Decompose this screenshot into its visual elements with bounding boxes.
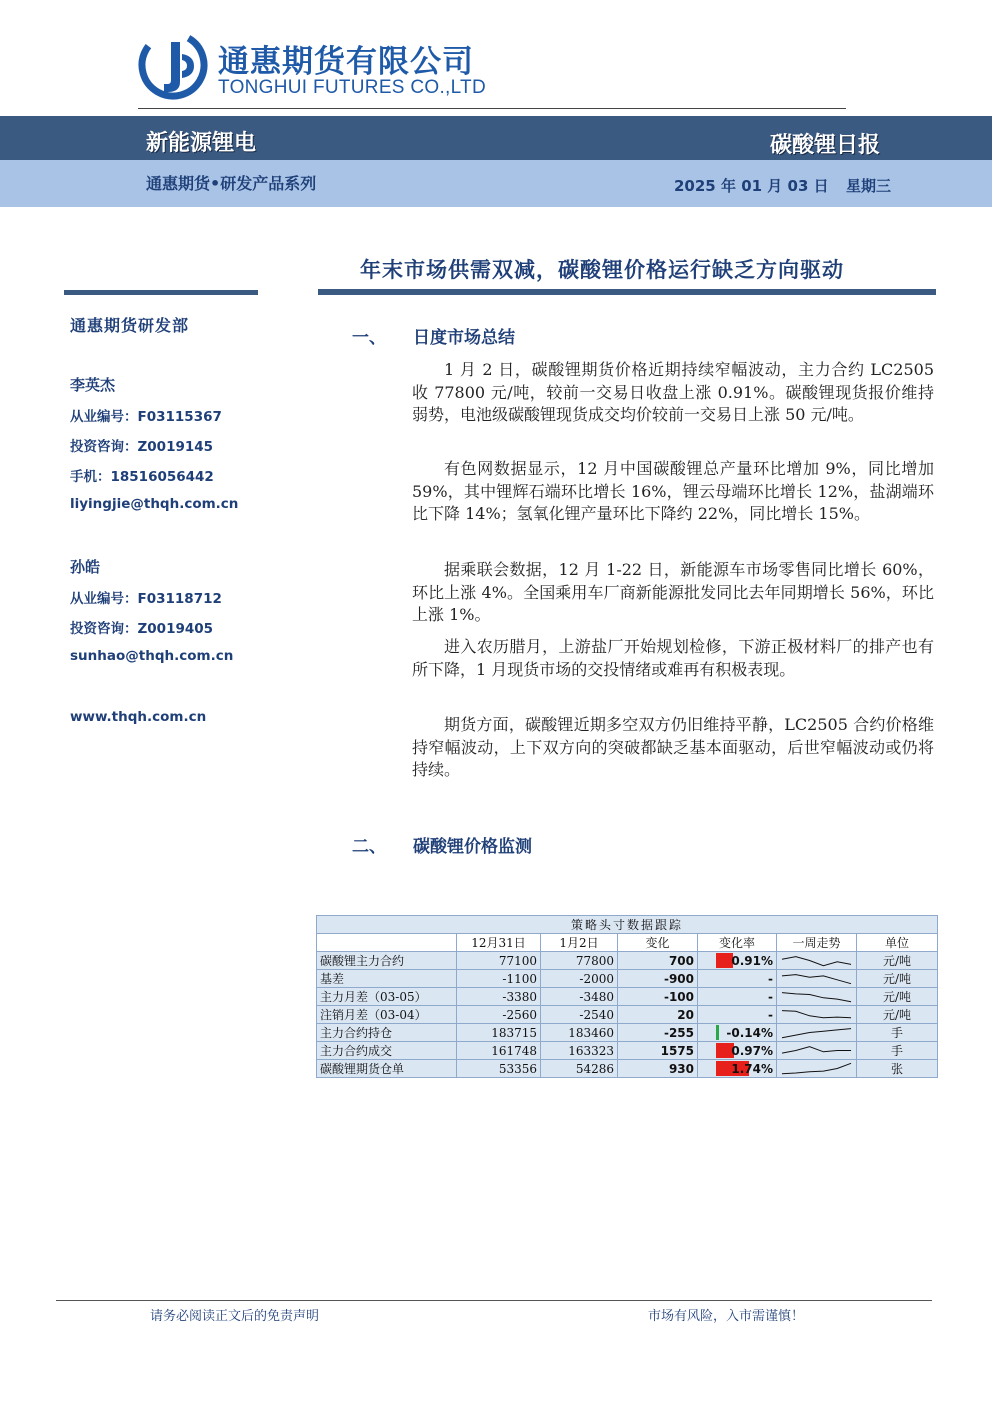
row-label: 碳酸锂期货仓单 (317, 1060, 457, 1078)
change-rate (698, 1042, 777, 1060)
change-rate (698, 1024, 777, 1042)
change-rate-text: 0.91% (731, 953, 773, 968)
value-jan2: -2000 (541, 970, 618, 988)
analyst-advisor-id: 投资咨询：Z0019145 (70, 439, 214, 455)
table-header: 1月2日 (541, 934, 618, 952)
table-row (317, 1024, 938, 1042)
table-header: 变化率 (698, 934, 777, 952)
table-header: 变化 (618, 934, 698, 952)
footer-divider (56, 1300, 932, 1301)
report-type-title: 碳酸锂日报 (770, 133, 881, 158)
unit: 手 (857, 1042, 938, 1060)
analyst-advisor-id: 投资咨询：Z0019405 (70, 621, 214, 637)
paragraph: 据乘联会数据，12 月 1-22 日，新能源车市场零售同比增长 60%，环比上涨 4%。全国乘用车厂商新能源批发同比去年同期增长 56%，环比上涨 1%。 (412, 560, 934, 624)
change-rate-text: - (768, 1007, 773, 1022)
table-row (317, 970, 938, 988)
research-dept: 通惠期货研发部 (70, 316, 190, 335)
analyst-email[interactable]: liyingjie@thqh.com.cn (70, 496, 239, 512)
analyst-phone: 手机：18516056442 (70, 469, 214, 485)
trend-sparkline (780, 952, 853, 969)
trend-sparkline (780, 1006, 853, 1023)
unit: 手 (857, 1024, 938, 1042)
trend-sparkline (780, 970, 853, 987)
trend-sparkline (780, 1060, 853, 1077)
table-header: 单位 (857, 934, 938, 952)
row-label: 主力合约成交 (317, 1042, 457, 1060)
value-dec31: -1100 (457, 970, 541, 988)
trend-sparkline (780, 1024, 853, 1041)
value-jan2: 54286 (541, 1060, 618, 1078)
weekly-trend (777, 1024, 857, 1042)
unit: 元/吨 (857, 988, 938, 1006)
analyst-name: 李英杰 (70, 376, 116, 394)
analyst-license: 从业编号：F03118712 (70, 591, 222, 607)
table-row (317, 1042, 938, 1060)
report-date: 2025 年 01 月 03 日 (674, 177, 829, 195)
trend-line (782, 1047, 851, 1054)
series-label: 通惠期货•研发产品系列 (146, 174, 317, 193)
analyst-email[interactable]: sunhao@thqh.com.cn (70, 648, 234, 664)
change-value: 930 (618, 1060, 698, 1078)
unit: 元/吨 (857, 952, 938, 970)
trend-line (782, 1029, 851, 1038)
row-label: 主力月差（03-05） (317, 988, 457, 1006)
trend-line (782, 1063, 851, 1073)
trend-sparkline (780, 1042, 853, 1059)
weekly-trend (777, 1060, 857, 1078)
change-value: 1575 (618, 1042, 698, 1060)
table-caption: 策略头寸数据跟踪 (317, 916, 938, 934)
change-rate-text: - (768, 989, 773, 1004)
company-name-en: TONGHUI FUTURES CO.,LTD (218, 77, 486, 98)
table-header: 12月31日 (457, 934, 541, 952)
change-rate-text: - (768, 971, 773, 986)
weekly-trend (777, 970, 857, 988)
section-number: 一、 (352, 328, 386, 348)
row-label: 主力合约持仓 (317, 1024, 457, 1042)
disclaimer-note: 请务必阅读正文后的免责声明 (150, 1309, 320, 1324)
change-value: -900 (618, 970, 698, 988)
section-title: 碳酸锂价格监测 (413, 837, 532, 857)
table-row (317, 988, 938, 1006)
trend-line (782, 993, 851, 1002)
change-value: 20 (618, 1006, 698, 1024)
table-row (317, 1060, 938, 1078)
change-rate-text: -0.14% (726, 1025, 773, 1040)
section-title: 日度市场总结 (413, 328, 515, 348)
value-jan2: 183460 (541, 1024, 618, 1042)
headline-underline (318, 289, 936, 295)
change-rate-text: 1.74% (731, 1061, 773, 1076)
change-rate (698, 1060, 777, 1078)
trend-line (782, 975, 851, 984)
paragraph: 1 月 2 日，碳酸锂期货价格近期持续窄幅波动，主力合约 LC2505 收 77800 元/吨，较前一交易日收盘上涨 0.91%。碳酸锂现货报价维持弱势，电池级碳酸锂现货成交均价较前一交易日上涨 50 元/吨。 (412, 360, 934, 424)
weekly-trend (777, 952, 857, 970)
table-header: 一周走势 (777, 934, 857, 952)
sector-title: 新能源锂电 (146, 131, 257, 156)
value-dec31: 183715 (457, 1024, 541, 1042)
change-value: -255 (618, 1024, 698, 1042)
change-rate (698, 1006, 777, 1024)
row-label: 基差 (317, 970, 457, 988)
unit: 元/吨 (857, 1006, 938, 1024)
headline: 年末市场供需双减，碳酸锂价格运行缺乏方向驱动 (360, 258, 844, 282)
website-link[interactable]: www.thqh.com.cn (70, 709, 207, 725)
sidebar-rule (64, 290, 258, 295)
value-dec31: 53356 (457, 1060, 541, 1078)
value-jan2: -3480 (541, 988, 618, 1006)
strategy-data-table (316, 915, 938, 1078)
value-dec31: 161748 (457, 1042, 541, 1060)
value-jan2: -2540 (541, 1006, 618, 1024)
weekly-trend (777, 1042, 857, 1060)
analyst-name: 孙皓 (70, 558, 101, 576)
change-rate (698, 952, 777, 970)
report-weekday: 星期三 (846, 177, 892, 195)
analyst-license: 从业编号：F03115367 (70, 409, 222, 425)
company-name-cn: 通惠期货有限公司 (218, 44, 474, 80)
row-label: 碳酸锂主力合约 (317, 952, 457, 970)
paragraph: 进入农历腊月，上游盐厂开始规划检修，下游正极材料厂的排产也有所下降，1 月现货市场的交投情绪或难再有积极表现。 (412, 637, 934, 679)
row-label: 注销月差（03-04） (317, 1006, 457, 1024)
change-value: -100 (618, 988, 698, 1006)
value-dec31: -2560 (457, 1006, 541, 1024)
table-row (317, 1006, 938, 1024)
trend-sparkline (780, 988, 853, 1005)
change-rate (698, 970, 777, 988)
unit: 元/吨 (857, 970, 938, 988)
weekly-trend (777, 988, 857, 1006)
unit: 张 (857, 1060, 938, 1078)
section-number: 二、 (352, 837, 386, 857)
change-value: 700 (618, 952, 698, 970)
risk-warning: 市场有风险，入市需谨慎！ (648, 1309, 805, 1324)
trend-line (782, 957, 851, 966)
change-rate-bar (716, 1025, 719, 1040)
top-divider (138, 108, 846, 109)
table-row (317, 952, 938, 970)
value-jan2: 77800 (541, 952, 618, 970)
change-rate (698, 988, 777, 1006)
paragraph: 有色网数据显示，12 月中国碳酸锂总产量环比增加 9%，同比增加 59%，其中锂辉石端环比增长 16%，锂云母端环比增长 12%，盐湖端环比下降 14%；氢氧化锂产量环比下降约 22%，同比增长 15%。 (412, 459, 934, 523)
trend-line (782, 1011, 851, 1018)
value-dec31: 77100 (457, 952, 541, 970)
paragraph: 期货方面，碳酸锂近期多空双方仍旧维持平静，LC2505 合约价格维持窄幅波动，上下双方向的突破都缺乏基本面驱动，后世窄幅波动或仍将持续。 (412, 715, 934, 779)
table-header (317, 934, 457, 952)
change-rate-text: 0.97% (731, 1043, 773, 1058)
weekly-trend (777, 1006, 857, 1024)
value-dec31: -3380 (457, 988, 541, 1006)
value-jan2: 163323 (541, 1042, 618, 1060)
company-logo-icon (138, 30, 208, 100)
